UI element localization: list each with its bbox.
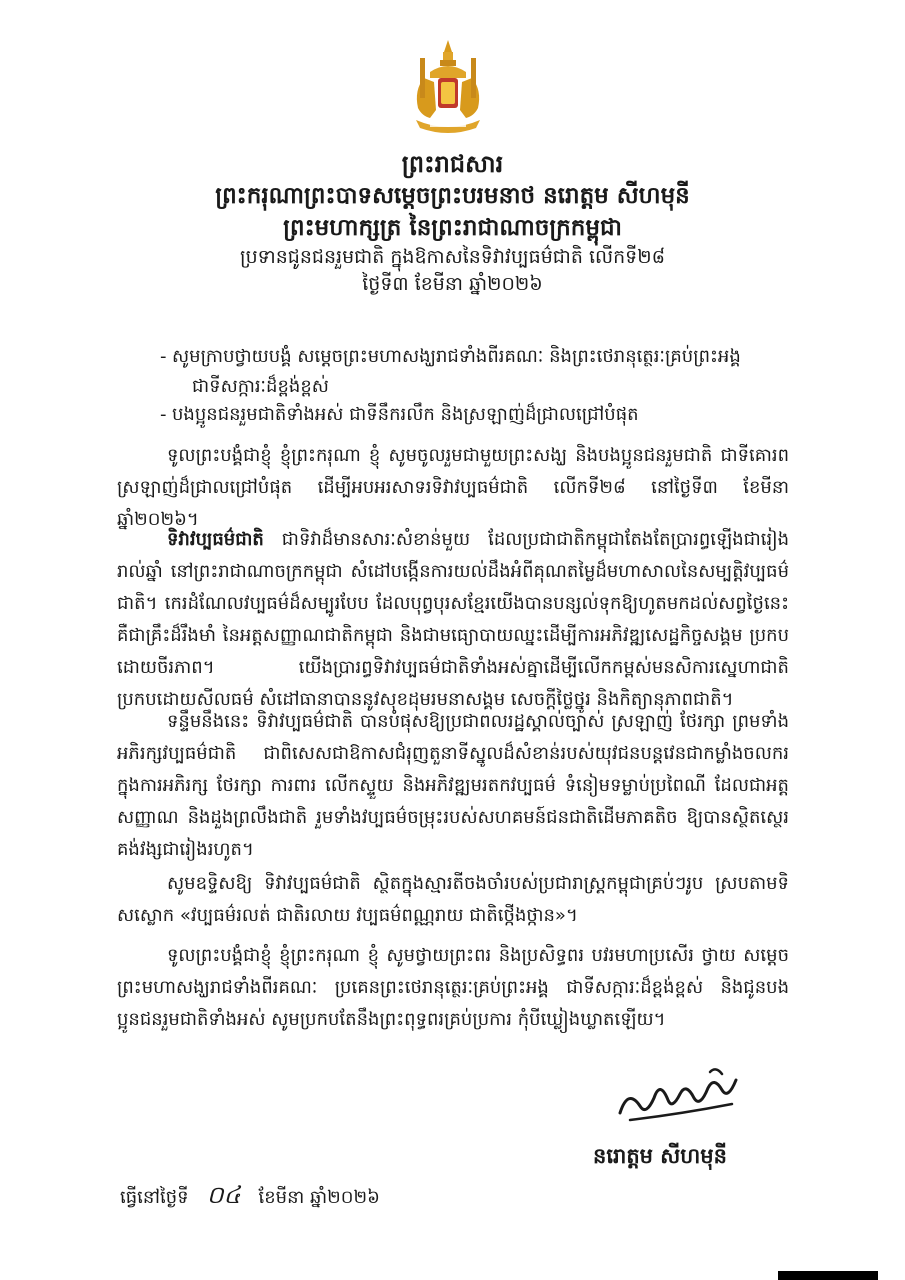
paragraph-opening: ទូលព្រះបង្គំជាខ្ញុំ ខ្ញុំព្រះករុណា ខ្ញុំ សូមចូលរួមជាមួយព្រះសង្ឃ និងបងប្អូនជនរួមជាតិ ជាទីគោរពស្រឡាញ់ដ៏ជ្រាលជ្រៅបំផុត ដើម្បីអបអរសាទរទិវាវប្បធម៌ជាតិ លើកទី២៨ នៅថ្ងៃទី៣ ខែមីនា ឆ្នាំ២០២៦។ — [117, 445, 789, 530]
king-title-name: ព្រះករុណាព្រះបាទសម្តេចព្រះបរមនាថ នរោត្តម សីហមុនី — [215, 183, 690, 209]
document-date: ថ្ងៃទី៣ ខែមីនា ឆ្នាំ២០២៦ — [362, 273, 543, 295]
made-at-month-year: ខែមីនា ឆ្នាំ២០២៦ — [258, 1187, 380, 1208]
salutation-item: - សូមក្រាបថ្វាយបង្គំ សម្តេចព្រះមហាសង្ឃរាជទាំងពីរគណៈ និងព្រះថេរានុត្ថេរៈគ្រប់ព្រះអង្គ — [160, 346, 741, 367]
made-at-day: ០៤ — [206, 1181, 241, 1209]
handwritten-signature — [610, 1058, 750, 1128]
salutation-continuation: ជាទីសក្ការៈដ៏ខ្ពង់ខ្ពស់ — [192, 376, 329, 397]
paragraph-culture-day — [117, 524, 789, 716]
salutation-text: បងប្អូនជនរួមជាតិទាំងអស់ ជាទីនឹករលឹក និងស្រឡាញ់ដ៏ជ្រាលជ្រៅបំផុត — [172, 404, 639, 425]
paragraph-blessing: ទូលព្រះបង្គំជាខ្ញុំ ខ្ញុំព្រះករុណា ខ្ញុំ សូមថ្វាយព្រះពរ និងប្រសិទ្ធពរ បវរមហាប្រសើរ ថ្វាយ សម្តេចព្រះមហាសង្ឃរាជទាំងពីរគណៈ ប្រគេនព្រះថេរានុត្ថេរៈគ្រប់ព្រះអង្គ ជាទីសក្ការៈដ៏ខ្ពង់ខ្ពស់ និងជូនបងប្អូនជនរួមជាតិទាំងអស់ សូមប្រកបតែនឹងព្រះពុទ្ធពរគ្រប់ប្រការ កុំបីឃ្លៀងឃ្លាតឡើយ។ — [117, 945, 789, 1030]
made-at-line — [120, 1180, 380, 1215]
signer-name: នរោត្តម សីហមុនី — [593, 1144, 727, 1168]
king-role: ព្រះមហាក្សត្រ នៃព្រះរាជាណាចក្រកម្ពុជា — [283, 215, 622, 241]
paragraph-youth: ទន្ទឹមនឹងនេះ ទិវាវប្បធម៌ជាតិ បានបំផុសឱ្យប្រជាពលរដ្ឋស្គាល់ច្បាស់ ស្រឡាញ់ ថែរក្សា ព្រមទាំងអភិរក្សវប្បធម៌ជាតិ ជាពិសេសជាឱកាសជំរុញតួនាទីស្នូលដ៏សំខាន់របស់យុវជនបន្តវេនជាកម្លាំងចលករក្នុងការអភិរក្ស ថែរក្សា ការពារ លើកស្ទួយ និងអភិវឌ្ឍមរតកវប្បធម៌ ទំនៀមទម្លាប់ប្រពៃណី ដែលជាអត្តសញ្ញាណ និងដួងព្រលឹងជាតិ រួមទាំងវប្បធម៌ចម្រុះរបស់សហគមន៍ជនជាតិដើមភាគតិច ឱ្យបានស្ថិតស្ថេរគង់វង្សជារៀងរហូត។ — [117, 711, 789, 860]
document-title: ព្រះរាជសារ — [401, 150, 504, 178]
paragraph-dedication: សូមឧទ្ទិសឱ្យ ទិវាវប្បធម៌ជាតិ ស្ថិតក្នុងស្មារតីចងចាំរបស់ប្រជារាស្ត្រកម្ពុជាគ្រប់ៗរូប ស្របតាមទិសស្លោក «វប្បធម៌រលត់ ជាតិរលាយ វប្បធម៌ពណ្ណរាយ ជាតិថ្កើងថ្កាន»។ — [117, 873, 789, 926]
royal-coat-of-arms-emblem — [400, 38, 496, 134]
document-subtitle: ប្រទានជូនជនរួមជាតិ ក្នុងឱកាសនៃទិវាវប្បធម៌ជាតិ លើកទី២៨ — [239, 246, 666, 268]
paragraph-lead-bold: ទិវាវប្បធម៌ជាតិ — [167, 529, 264, 550]
scan-edge-bar — [778, 1271, 878, 1280]
made-at-prefix: ធ្វើនៅថ្ងៃទី — [120, 1187, 189, 1208]
salutation-item: - បងប្អូនជនរួមជាតិទាំងអស់ ជាទីនឹករលឹក និងស្រឡាញ់ដ៏ជ្រាលជ្រៅបំផុត — [160, 404, 639, 425]
salutation-text: សូមក្រាបថ្វាយបង្គំ សម្តេចព្រះមហាសង្ឃរាជទាំងពីរគណៈ និងព្រះថេរានុត្ថេរៈគ្រប់ព្រះអង្គ — [172, 346, 741, 367]
paragraph-body: ជាទិវាដ៏មានសារៈសំខាន់មួយ ដែលប្រជាជាតិកម្ពុជាតែងតែប្រារព្ធឡើងជារៀងរាល់ឆ្នាំ នៅព្រះរាជាណាចក្រកម្ពុជា សំដៅបង្កើនការយល់ដឹងអំពីគុណតម្លៃដ៏មហាសាលនៃសម្បត្តិវប្បធម៌ជាតិ។ កេរដំណែលវប្បធម៌ដ៏សម្បូរបែប ដែលបុព្វបុរសខ្មែរយើងបានបន្សល់ទុកឱ្យហូតមកដល់សព្វថ្ងៃនេះ គឺជាគ្រឹះដ៏រឹងមាំ នៃអត្តសញ្ញាណជាតិកម្ពុជា និងជាមធ្យោបាយឈ្នះដើម្បីការអភិវឌ្ឍសេដ្ឋកិច្ចសង្គម ប្រកបដោយចីរភាព។ យើងប្រារព្ធទិវាវប្បធម៌ជាតិទាំងអស់គ្នាដើម្បីលើកកម្ពស់មនសិការស្នេហាជាតិ ប្រកបដោយសីលធម៌ សំដៅធានាបាននូវសុខដុមរមនាសង្គម សេចក្តីថ្លៃថ្នូរ និងកិត្យានុភាពជាតិ។ — [117, 529, 789, 710]
